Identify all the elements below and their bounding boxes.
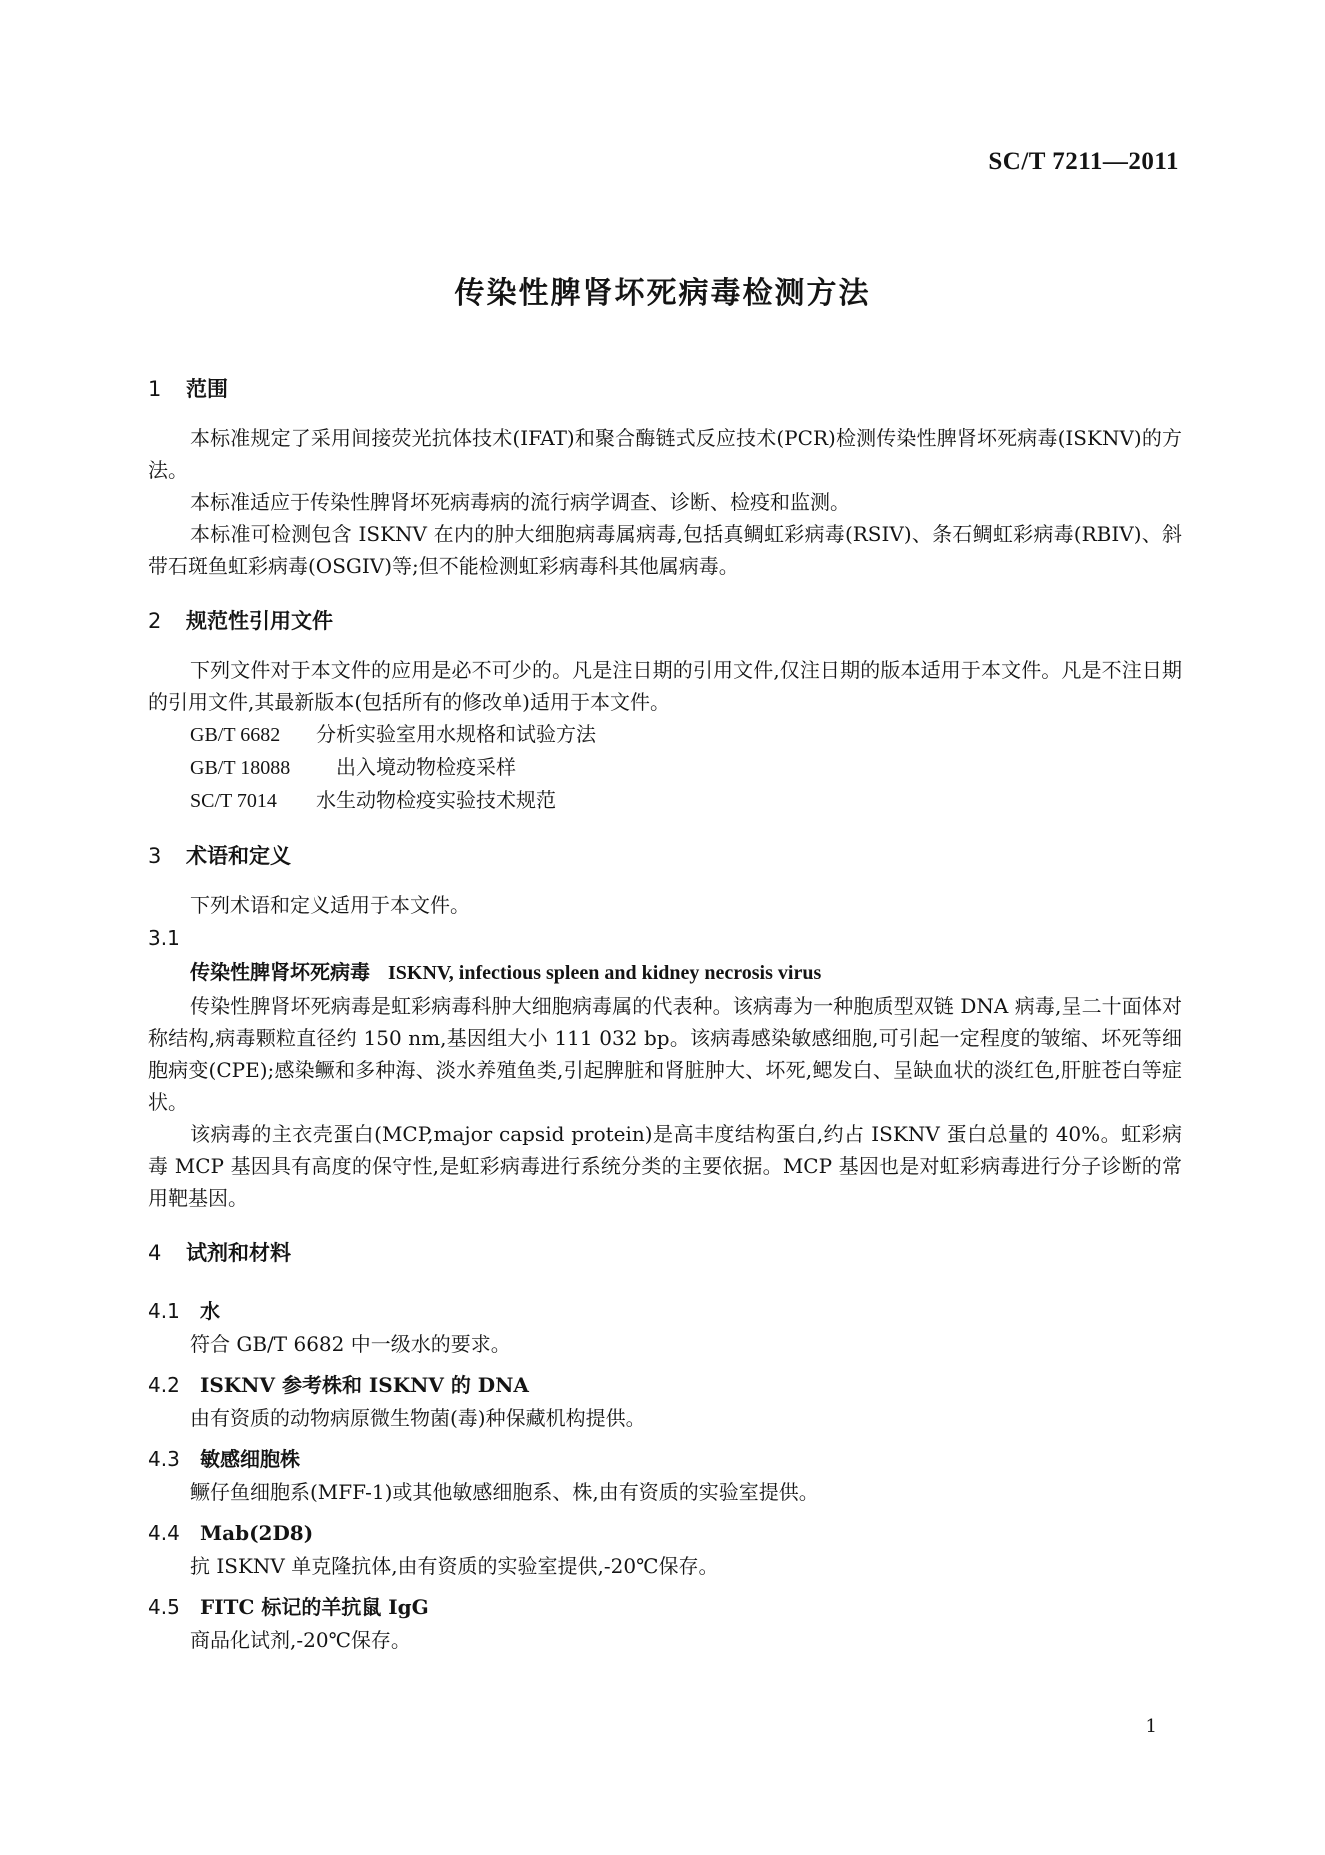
paragraph: 鳜仔鱼细胞系(MFF-1)或其他敏感细胞系、株,由有资质的实验室提供。 <box>190 1480 819 1504</box>
subclause-number: 4.4 <box>148 1521 180 1545</box>
subclause-heading-water <box>148 1294 1182 1328</box>
paragraph: 本标准可检测包含 ISKNV 在内的肿大细胞病毒属病毒,包括真鲷虹彩病毒(RSIV)、条石鲷虹彩病毒(RBIV)、斜带石斑鱼虹彩病毒(OSGIV)等;但不能检测虹彩病毒科其他属病毒。 <box>148 522 1182 578</box>
paragraph: 传染性脾肾坏死病毒是虹彩病毒科肿大细胞病毒属的代表种。该病毒为一种胞质型双链 DNA 病毒,呈二十面体对称结构,病毒颗粒直径约 150 nm,基因组大小 111 032 bp。该病毒感染敏感细胞,可引起一定程度的皱缩、坏死等细胞病变(CPE);感染鳜和多种海、淡水养殖鱼类,引起脾脏和肾脏肿大、坏死,鳃发白、呈缺血状的淡红色,肝脏苍白等症状。 <box>148 994 1182 1114</box>
subclause-heading-reference-strain <box>148 1368 1182 1402</box>
reference-title: 水生动物检疫实验技术规范 <box>316 788 556 812</box>
paragraph: 本标准规定了采用间接荧光抗体技术(IFAT)和聚合酶链式反应技术(PCR)检测传染性脾肾坏死病毒(ISKNV)的方法。 <box>148 426 1182 482</box>
term-entry <box>148 955 1182 990</box>
term-english: ISKNV, infectious spleen and kidney necrosis virus <box>388 962 822 984</box>
section-number: 4 <box>148 1241 162 1265</box>
paragraph: 符合 GB/T 6682 中一级水的要求。 <box>190 1332 511 1356</box>
reference-code: GB/T 18088 <box>190 757 291 779</box>
subclause-heading-mab <box>148 1516 1182 1550</box>
section-heading-terms-definitions <box>148 839 1182 873</box>
subclause-number: 4.2 <box>148 1373 180 1397</box>
subclause-label: FITC 标记的羊抗鼠 IgG <box>200 1595 429 1619</box>
subclause-label: Mab(2D8) <box>200 1521 314 1545</box>
section-title: 试剂和材料 <box>186 1241 291 1265</box>
standard-number: SC/T 7211—2011 <box>988 148 1179 175</box>
reference-item <box>148 718 1182 751</box>
subclause-label: ISKNV 参考株和 ISKNV 的 DNA <box>200 1373 529 1397</box>
section-number: 3 <box>148 844 162 868</box>
paragraph: 下列文件对于本文件的应用是必不可少的。凡是注日期的引用文件,仅注日期的版本适用于本文件。凡是不注日期的引用文件,其最新版本(包括所有的修改单)适用于本文件。 <box>148 658 1182 714</box>
subclause-label: 敏感细胞株 <box>200 1447 300 1471</box>
document-title: 传染性脾肾坏死病毒检测方法 <box>454 276 871 311</box>
section-title: 术语和定义 <box>186 844 291 868</box>
reference-title: 出入境动物检疫采样 <box>336 755 516 779</box>
reference-title: 分析实验室用水规格和试验方法 <box>316 722 596 746</box>
subclause-number: 4.1 <box>148 1299 180 1323</box>
reference-code: SC/T 7014 <box>190 790 277 812</box>
paragraph: 本标准适应于传染性脾肾坏死病毒病的流行病学调查、诊断、检疫和监测。 <box>190 490 850 514</box>
subclause-heading-cell-line <box>148 1442 1182 1476</box>
reference-code: GB/T 6682 <box>190 724 281 746</box>
document-body <box>148 372 1182 1656</box>
subclause-number: 4.3 <box>148 1447 180 1471</box>
paragraph: 下列术语和定义适用于本文件。 <box>190 893 470 917</box>
subclause-number: 4.5 <box>148 1595 180 1619</box>
reference-item <box>148 751 1182 784</box>
section-title: 范围 <box>186 377 228 401</box>
section-title: 规范性引用文件 <box>186 609 333 633</box>
term-chinese: 传染性脾肾坏死病毒 <box>190 960 370 984</box>
paragraph: 商品化试剂,-20℃保存。 <box>190 1628 411 1652</box>
section-heading-scope <box>148 372 1182 406</box>
subclause-heading-fitc-igg <box>148 1590 1182 1624</box>
section-heading-normative-references <box>148 604 1182 638</box>
subclause-label: 水 <box>200 1299 220 1323</box>
section-number: 1 <box>148 377 162 401</box>
reference-item <box>148 784 1182 817</box>
paragraph: 该病毒的主衣壳蛋白(MCP,major capsid protein)是高丰度结构蛋白,约占 ISKNV 蛋白总量的 40%。虹彩病毒 MCP 基因具有高度的保守性,是虹彩病毒进行系统分类的主要依据。MCP 基因也是对虹彩病毒进行分子诊断的常用靶基因。 <box>148 1122 1182 1210</box>
clause-number: 3.1 <box>148 926 180 950</box>
paragraph: 由有资质的动物病原微生物菌(毒)种保藏机构提供。 <box>190 1406 646 1430</box>
section-heading-reagents-materials <box>148 1236 1182 1270</box>
section-number: 2 <box>148 609 162 633</box>
paragraph: 抗 ISKNV 单克隆抗体,由有资质的实验室提供,-20℃保存。 <box>190 1554 719 1578</box>
page-number: 1 <box>1145 1716 1157 1737</box>
